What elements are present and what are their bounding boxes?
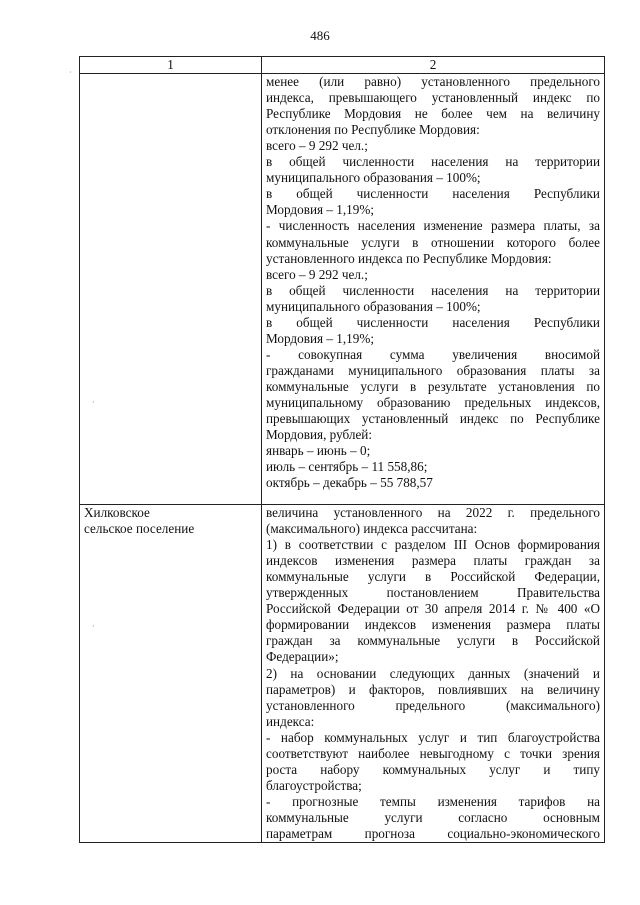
text-line: - набор коммунальных услуг и тип благоустройства [266, 729, 600, 745]
text-line: индексов изменения размера платы граждан за [266, 553, 600, 569]
text-line: октябрь – декабрь – 55 788,57 [266, 475, 433, 491]
text-line: - численность населения изменение размера платы, за [266, 218, 600, 234]
text-line: в общей численности населения на территории [266, 154, 600, 170]
document-table [79, 56, 605, 843]
text-line: муниципального образования – 100%; [266, 170, 481, 186]
text-line: индекса, превышающего установленный индекс по [266, 90, 600, 106]
text-line: граждан за коммунальные услуги в Российской [266, 633, 600, 649]
row1-text-block [266, 74, 600, 491]
text-line: параметров) и факторов, повлиявших на величину [266, 681, 600, 697]
table-row [80, 74, 605, 505]
text-line: Мордовия – 1,19%; [266, 202, 374, 218]
row2-col1-cell [80, 505, 262, 843]
text-line: январь – июнь – 0; [266, 443, 371, 459]
text-line: в общей численности населения на территории [266, 282, 600, 298]
table-header-row [80, 57, 605, 74]
text-line: муниципального образования – 100%; [266, 298, 481, 314]
text-line: гражданами муниципального образования платы за [266, 362, 600, 378]
municipality-name-line1: Хилковское [84, 505, 150, 521]
row2-col2-cell [262, 505, 605, 843]
text-line: установленного индекса по Республике Мордовия: [266, 250, 552, 266]
text-line: индекса: [266, 713, 315, 729]
text-line: - совокупная сумма увеличения вносимой [266, 346, 600, 362]
text-line: 2) на основании следующих данных (значений и [266, 665, 600, 681]
text-line: коммунальные услуги согласно основным [266, 809, 600, 825]
text-line: всего – 9 292 чел.; [266, 138, 368, 154]
text-line: установленного предельного (максимального) [266, 697, 600, 713]
scan-speck: · [92, 622, 95, 631]
text-line: Республике Мордовия не более чем на величину [266, 106, 600, 122]
text-line: параметрам прогноза социально-экономического [266, 825, 600, 841]
text-line: превышающих установленный индекс по Республике [266, 411, 600, 427]
municipality-name-line2: сельское поселение [84, 521, 195, 537]
text-line: роста набору коммунальных услуг и типу [266, 761, 600, 777]
scan-speck: · [69, 68, 72, 77]
row2-text-block [266, 505, 600, 842]
text-line: коммунальные услуги в результате установления по [266, 378, 600, 394]
page-number: 486 [310, 28, 330, 43]
text-line: отклонения по Республике Мордовия: [266, 122, 480, 138]
text-line: в общей численности населения Республики [266, 314, 600, 330]
text-line: благоустройства; [266, 777, 362, 793]
text-line: Мордовия, рублей: [266, 427, 373, 443]
text-line: коммунальные услуги в отношении которого более [266, 234, 600, 250]
text-line: Мордовия – 1,19%; [266, 330, 374, 346]
text-line: - прогнозные темпы изменения тарифов на [266, 793, 600, 809]
text-line: утвержденных постановлением Правительства [266, 585, 600, 601]
header-cell-1: 1 [80, 57, 262, 74]
text-line: Федерации»; [266, 649, 339, 665]
text-line: Российской Федерации от 30 апреля 2014 г. № 400 «О [266, 601, 600, 617]
text-line: формировании индексов изменения размера платы [266, 617, 600, 633]
text-line: соответствуют наиболее невыгодному с точки зрения [266, 745, 600, 761]
row1-col1-cell [80, 74, 262, 505]
text-line: менее (или равно) установленного предельного [266, 74, 600, 90]
text-line: в общей численности населения Республики [266, 186, 600, 202]
text-line: июль – сентябрь – 11 558,86; [266, 459, 428, 475]
scan-speck: · [92, 398, 95, 407]
text-line: величина установленного на 2022 г. предельного [266, 505, 600, 521]
header-cell-2: 2 [262, 57, 605, 74]
text-line: всего – 9 292 чел.; [266, 266, 368, 282]
text-line: муниципальному образованию предельных индексов, [266, 394, 600, 410]
table-row [80, 505, 605, 843]
text-line: 1) в соответствии с разделом III Основ формирования [266, 537, 600, 553]
row1-col2-cell [262, 74, 605, 505]
text-line: коммунальные услуги в Российской Федерации, [266, 569, 600, 585]
text-line: (максимального) индекса рассчитана: [266, 521, 478, 537]
